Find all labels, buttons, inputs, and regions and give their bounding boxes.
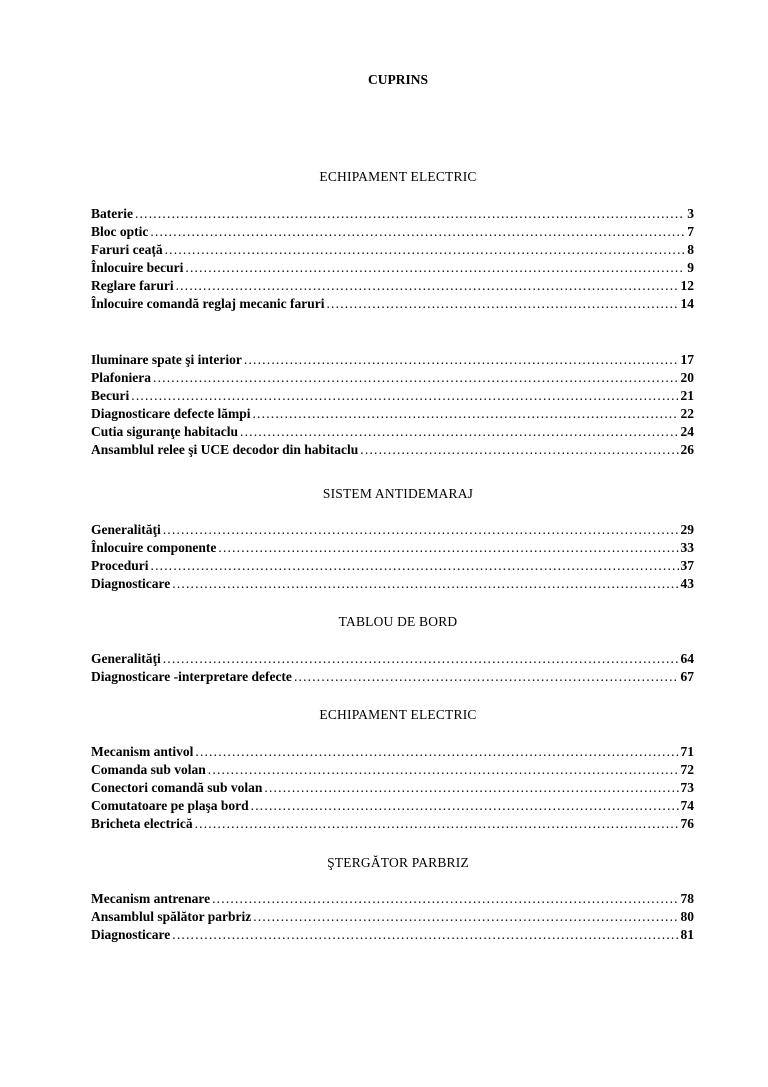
toc-entry[interactable]: [91, 423, 694, 441]
toc-entry-page: 9: [687, 260, 694, 275]
toc-entry-label: Înlocuire becuri: [91, 260, 184, 275]
toc-entry-page: 67: [680, 669, 694, 684]
toc-entry-page: 22: [680, 406, 694, 421]
leader-dots: [360, 441, 678, 459]
leader-dots: [153, 369, 679, 387]
toc-entry[interactable]: [91, 557, 694, 575]
section-heading: ECHIPAMENT ELECTRIC: [319, 169, 477, 184]
toc-entry-label: Plafoniera: [91, 370, 151, 385]
toc-entry-page: 37: [680, 558, 694, 573]
toc-entry[interactable]: [91, 815, 694, 833]
toc-entry[interactable]: [91, 650, 694, 668]
toc-entry-page: 12: [680, 278, 694, 293]
leader-dots: [135, 205, 685, 223]
toc-entry-page: 29: [680, 522, 694, 537]
toc-entry[interactable]: [91, 539, 694, 557]
leader-dots: [218, 539, 678, 557]
toc-entry-label: Înlocuire comandă reglaj mecanic faruri: [91, 296, 325, 311]
toc-entry[interactable]: [91, 797, 694, 815]
toc-entry[interactable]: [91, 761, 694, 779]
toc-entry-page: 17: [680, 352, 694, 367]
toc-entry[interactable]: [91, 351, 694, 369]
toc-entry[interactable]: [91, 926, 694, 944]
toc-entry-page: 3: [687, 206, 694, 221]
toc-entry-page: 8: [687, 242, 694, 257]
toc-entry[interactable]: [91, 277, 694, 295]
leader-dots: [212, 890, 678, 908]
leader-dots: [163, 650, 679, 668]
toc-entry-label: Faruri ceață: [91, 242, 163, 257]
toc-entry-page: 74: [680, 798, 694, 813]
toc-entry-label: Ansamblul relee şi UCE decodor din habitaclu: [91, 442, 359, 457]
toc-entry-label: Conectori comandă sub volan: [91, 780, 263, 795]
toc-entry[interactable]: [91, 575, 694, 593]
toc-entry[interactable]: [91, 743, 694, 761]
toc-entry-label: Diagnosticare: [91, 927, 171, 942]
leader-dots: [176, 277, 679, 295]
section-heading: ŞTERGĂTOR PARBRIZ: [327, 855, 469, 870]
toc-entry-label: Diagnosticare -interpretare defecte: [91, 669, 292, 684]
toc-entry[interactable]: [91, 387, 694, 405]
toc-entry[interactable]: [91, 668, 694, 686]
leader-dots: [185, 259, 685, 277]
leader-dots: [131, 387, 678, 405]
section-heading: ECHIPAMENT ELECTRIC: [319, 707, 477, 722]
toc-entry[interactable]: [91, 908, 694, 926]
toc-entry-page: 20: [680, 370, 694, 385]
toc-entry-label: Ansamblul spălător parbriz: [91, 909, 252, 924]
toc-entry-label: Becuri: [91, 388, 130, 403]
leader-dots: [253, 908, 678, 926]
toc-entry-page: 26: [680, 442, 694, 457]
toc-entry-label: Diagnosticare defecte lămpi: [91, 406, 251, 421]
toc-entry-label: Reglare faruri: [91, 278, 174, 293]
toc-entry[interactable]: [91, 295, 694, 313]
toc-entry[interactable]: [91, 441, 694, 459]
section-heading: SISTEM ANTIDEMARAJ: [322, 486, 474, 501]
leader-dots: [264, 779, 678, 797]
toc-entry-label: Mecanism antrenare: [91, 891, 211, 906]
toc-entry[interactable]: [91, 890, 694, 908]
leader-dots: [326, 295, 678, 313]
leader-dots: [244, 351, 679, 369]
leader-dots: [163, 521, 679, 539]
toc-entry[interactable]: [91, 241, 694, 259]
toc-entry[interactable]: [91, 223, 694, 241]
toc-entry-label: Bloc optic: [91, 224, 149, 239]
leader-dots: [172, 926, 678, 944]
toc-entry-label: Iluminare spate şi interior: [91, 352, 242, 367]
toc-entry[interactable]: [91, 521, 694, 539]
toc-entry-page: 43: [680, 576, 694, 591]
toc-entry-label: Proceduri: [91, 558, 149, 573]
toc-entry-label: Comanda sub volan: [91, 762, 206, 777]
toc-entry-label: Diagnosticare: [91, 576, 171, 591]
toc-entry-page: 24: [680, 424, 694, 439]
toc-entry-page: 81: [680, 927, 694, 942]
leader-dots: [172, 575, 678, 593]
toc-entry-label: Baterie: [91, 206, 133, 221]
toc-entry[interactable]: [91, 405, 694, 423]
toc-entry-page: 71: [680, 744, 694, 759]
toc-entry-label: Comutatoare pe plaşa bord: [91, 798, 249, 813]
toc-entry-page: 7: [687, 224, 694, 239]
page-title: CUPRINS: [367, 72, 428, 87]
leader-dots: [294, 668, 679, 686]
leader-dots: [150, 223, 685, 241]
toc-entry-label: Bricheta electrică: [91, 816, 193, 831]
toc-entry-page: 72: [680, 762, 694, 777]
toc-entry[interactable]: [91, 205, 694, 223]
toc-entry-page: 64: [680, 651, 694, 666]
leader-dots: [240, 423, 678, 441]
toc-entry-label: Mecanism antivol: [91, 744, 194, 759]
toc-entry-label: Înlocuire componente: [91, 540, 217, 555]
toc-entry-page: 78: [680, 891, 694, 906]
leader-dots: [208, 761, 679, 779]
leader-dots: [151, 557, 679, 575]
toc-entry-label: Cutia siguranţe habitaclu: [91, 424, 239, 439]
toc-entry-page: 33: [680, 540, 694, 555]
toc-entry-label: Generalităţi: [91, 651, 161, 666]
toc-entry-page: 76: [680, 816, 694, 831]
toc-entry-page: 21: [680, 388, 694, 403]
toc-entry-page: 14: [680, 296, 694, 311]
leader-dots: [251, 797, 679, 815]
toc-entry-page: 73: [680, 780, 694, 795]
leader-dots: [165, 241, 686, 259]
toc-entry-label: Generalităţi: [91, 522, 161, 537]
leader-dots: [252, 405, 678, 423]
toc-entry[interactable]: [91, 259, 694, 277]
toc-entry-page: 80: [680, 909, 694, 924]
leader-dots: [195, 743, 678, 761]
toc-entry[interactable]: [91, 369, 694, 387]
toc-entry[interactable]: [91, 779, 694, 797]
leader-dots: [195, 815, 679, 833]
section-heading: TABLOU DE BORD: [338, 614, 458, 629]
